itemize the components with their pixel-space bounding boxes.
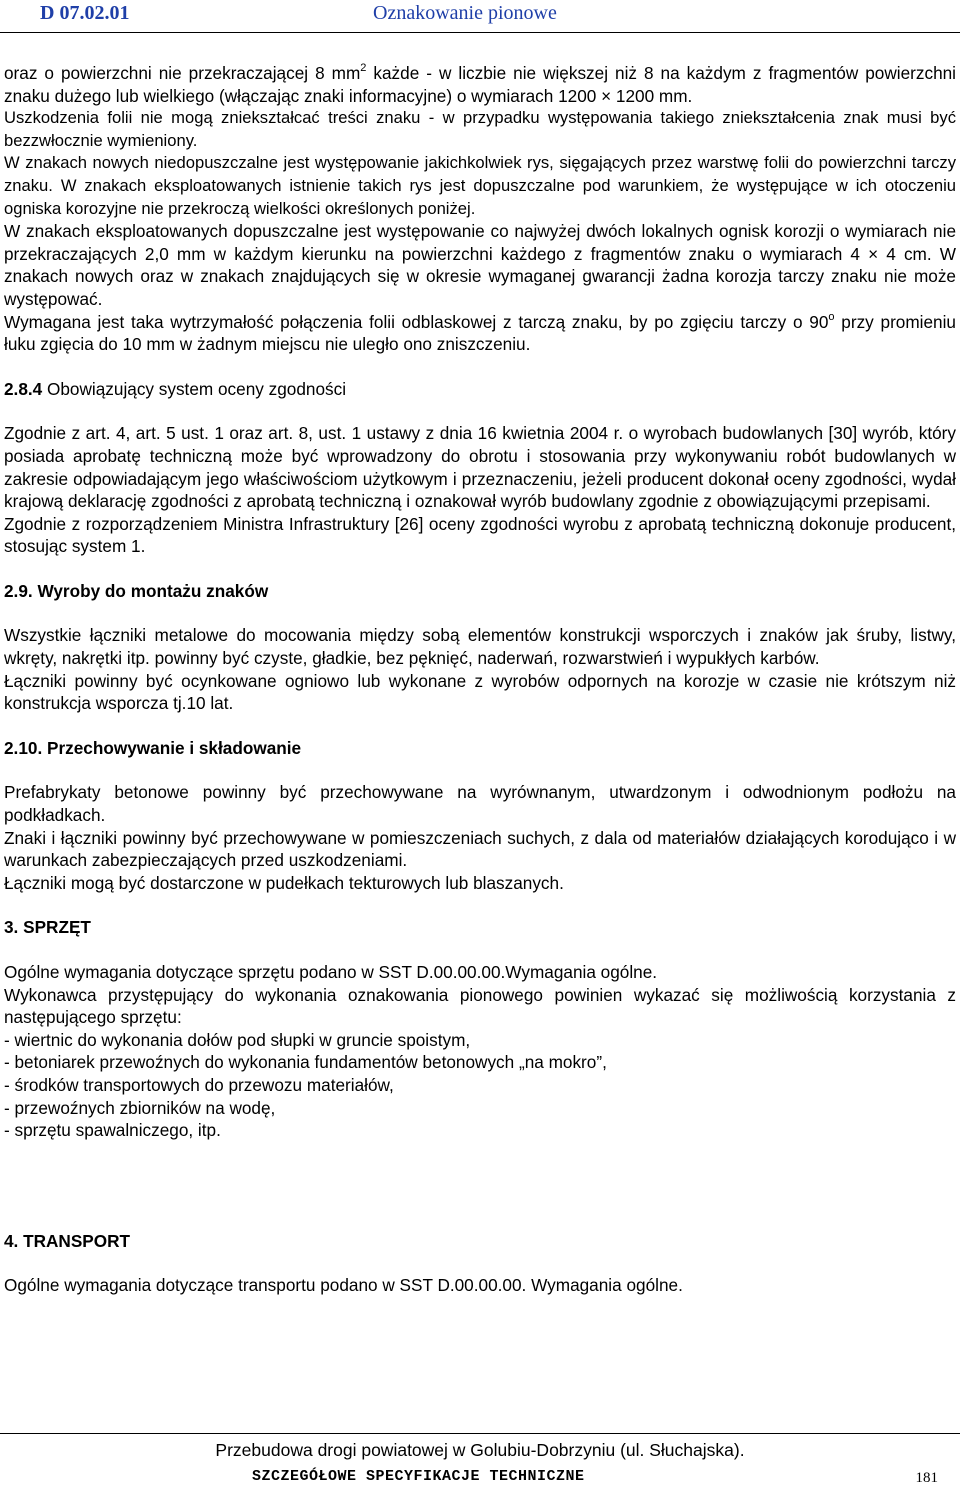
- paragraph-scratches: W znakach nowych niedopuszczalne jest występowanie jakichkolwiek rys, sięgających przez warstwę folii do powierzchni tarczy znaku. W znakach eksploatowanych istnienie takich rys jest dopuszczalne pod warunkiem, że występujące w ich otoczeniu ogniska korozyjne nie przekroczą wielkości określonych poniżej.: [4, 153, 956, 218]
- superscript: 2: [360, 62, 367, 74]
- heading-2-9: 2.9. Wyroby do montażu znaków: [4, 580, 269, 601]
- header-rule: [0, 32, 960, 33]
- paragraph-equipment-contractor: Wykonawca przystępujący do wykonania oznakowania pionowego powinien wykazać się możliwością korzystania z następującego sprzętu:: [4, 984, 956, 1028]
- spacer: [4, 356, 956, 378]
- spacer: [4, 939, 956, 961]
- paragraph-corrosion: W znakach eksploatowanych dopuszczalne jest występowanie co najwyżej dwóch lokalnych ognisk korozji o wymiarach nie przekraczających 2,0 mm w każdym kierunku na powierzchni każdego z fragmentów znaku o wymiarach 4 × 4 cm. W znakach nowych oraz w znakach znajdujących się w okresie wymaganej gwarancji żadna korozja tarczy znaku nie może występować.: [4, 221, 956, 309]
- paragraph-bond-strength: [4, 311, 956, 356]
- list-item: - wiertnic do wykonania dołów pod słupki w gruncie spoistym,: [4, 1029, 471, 1050]
- text-run: oraz o powierzchni nie przekraczającej 8 mm: [4, 63, 361, 83]
- page-header: [0, 0, 960, 28]
- spacer: [4, 1252, 956, 1274]
- text-run: przy promieniu łuku zgięcia do 10 mm w żadnym miejscu nie uległo ono zniszczeniu.: [4, 311, 956, 355]
- paragraph-fasteners: Wszystkie łączniki metalowe do mocowania między sobą elementów konstrukcji wsporczych i znaków jak śruby, listwy, wkręty, nakrętki itp. powinny być czyste, gładkie, bez pęknięć, naderwań, rozwarstwień i wypukłych karbów.: [4, 625, 956, 669]
- paragraph-signs-storage: Znaki i łączniki powinny być przechowywane w pomieszczeniach suchych, z dala od materiałów działających korodująco i w warunkach zabezpieczających przed uszkodzeniami.: [4, 827, 956, 871]
- document-body: [4, 62, 956, 1297]
- project-name: Przebudowa drogi powiatowej w Golubiu-Dobrzyniu (ul. Słuchajska).: [215, 1440, 745, 1460]
- spacer: [4, 558, 956, 580]
- spacer: [4, 602, 956, 624]
- paragraph-foil-damage-area: [4, 62, 956, 107]
- superscript: o: [828, 310, 835, 323]
- spec-label: SZCZEGÓŁOWE SPECYFIKACJE TECHNICZNE: [252, 1468, 585, 1485]
- paragraph-fasteners-delivery: Łączniki mogą być dostarczone w pudełkach tekturowych lub blaszanych.: [4, 872, 564, 893]
- spacer: [4, 400, 956, 422]
- list-item: - betoniarek przewoźnych do wykonania fundamentów betonowych „na mokro”,: [4, 1052, 607, 1073]
- heading-2-8-4: [4, 378, 956, 401]
- spec-code: D 07.02.01: [40, 2, 130, 24]
- paragraph-precast-storage: Prefabrykaty betonowe powinny być przechowywane na wyrównanym, utwardzonym i odwodnionym podłożu na podkładkach.: [4, 782, 956, 826]
- paragraph-equipment-general: Ogólne wymagania dotyczące sprzętu podano w SST D.00.00.00.Wymagania ogólne.: [4, 962, 658, 982]
- heading-number: 2.8.4: [4, 378, 43, 399]
- heading-3: 3. SPRZĘT: [4, 917, 91, 938]
- spacer: [4, 759, 956, 781]
- page-footer: [0, 1430, 960, 1484]
- paragraph-transport-general: Ogólne wymagania dotyczące transportu podano w SST D.00.00.00. Wymagania ogólne.: [4, 1275, 683, 1296]
- spacer: [4, 715, 956, 737]
- spec-title: Oznakowanie pionowe: [373, 2, 557, 24]
- heading-4: 4. TRANSPORT: [4, 1230, 131, 1251]
- paragraph-foil-distortion: Uszkodzenia folii nie mogą zniekształcać treści znaku - w przypadku występowania takiego zniekształcenia znak musi być bezzwłocznie wymieniony.: [4, 108, 956, 150]
- paragraph-conformity-law: Zgodnie z art. 4, art. 5 ust. 1 oraz art. 8, ust. 1 ustawy z dnia 16 kwietnia 2004 r. o wyrobach budowlanych [30] wyrób, który posiada aprobatę techniczną może być wprowadzony do obrotu i stosowania przy wykonywaniu robót budowlanych w zakresie odpowiadającym jego właściwościom użytkowym i przeznaczeniu, jeżeli producent dokonał oceny zgodności, wydał krajową deklarację zgodności z aprobatą techniczną i oznakował wyrób budowlany zgodnie z obowiązującymi przepisami.: [4, 423, 956, 512]
- paragraph-galvanized: Łączniki powinny być ocynkowane ogniowo lub wykonane z wyrobów odpornych na korozje w czasie nie krótszym niż konstrukcja wsporcza tj.10 lat.: [4, 670, 956, 714]
- heading-text: Obowiązujący system oceny zgodności: [42, 378, 347, 399]
- text-run: każde - w liczbie nie większej niż 8 na każdym z fragmentów powierzchni znaku dużego lub wielkiego (włączając znaki informacyjne) o wymiarach 1200 × 1200 mm.: [4, 63, 957, 106]
- heading-2-10: 2.10. Przechowywanie i składowanie: [4, 737, 302, 758]
- text-run: Wymagana jest taka wytrzymałość połączenia folii odblaskowej z tarczą znaku, by po zgięciu tarczy o 90: [4, 311, 829, 332]
- footer-rule: [0, 1433, 960, 1434]
- page-number: 181: [915, 1470, 938, 1486]
- list-item: - środków transportowych do przewozu materiałów,: [4, 1074, 394, 1095]
- spacer: [4, 1142, 956, 1230]
- list-item: - przewoźnych zbiorników na wodę,: [4, 1097, 276, 1118]
- paragraph-conformity-system: Zgodnie z rozporządzeniem Ministra Infrastruktury [26] oceny zgodności wyrobu z aprobatą techniczną dokonuje producent, stosując system 1.: [4, 513, 956, 557]
- list-item: - sprzętu spawalniczego, itp.: [4, 1120, 221, 1141]
- spacer: [4, 894, 956, 916]
